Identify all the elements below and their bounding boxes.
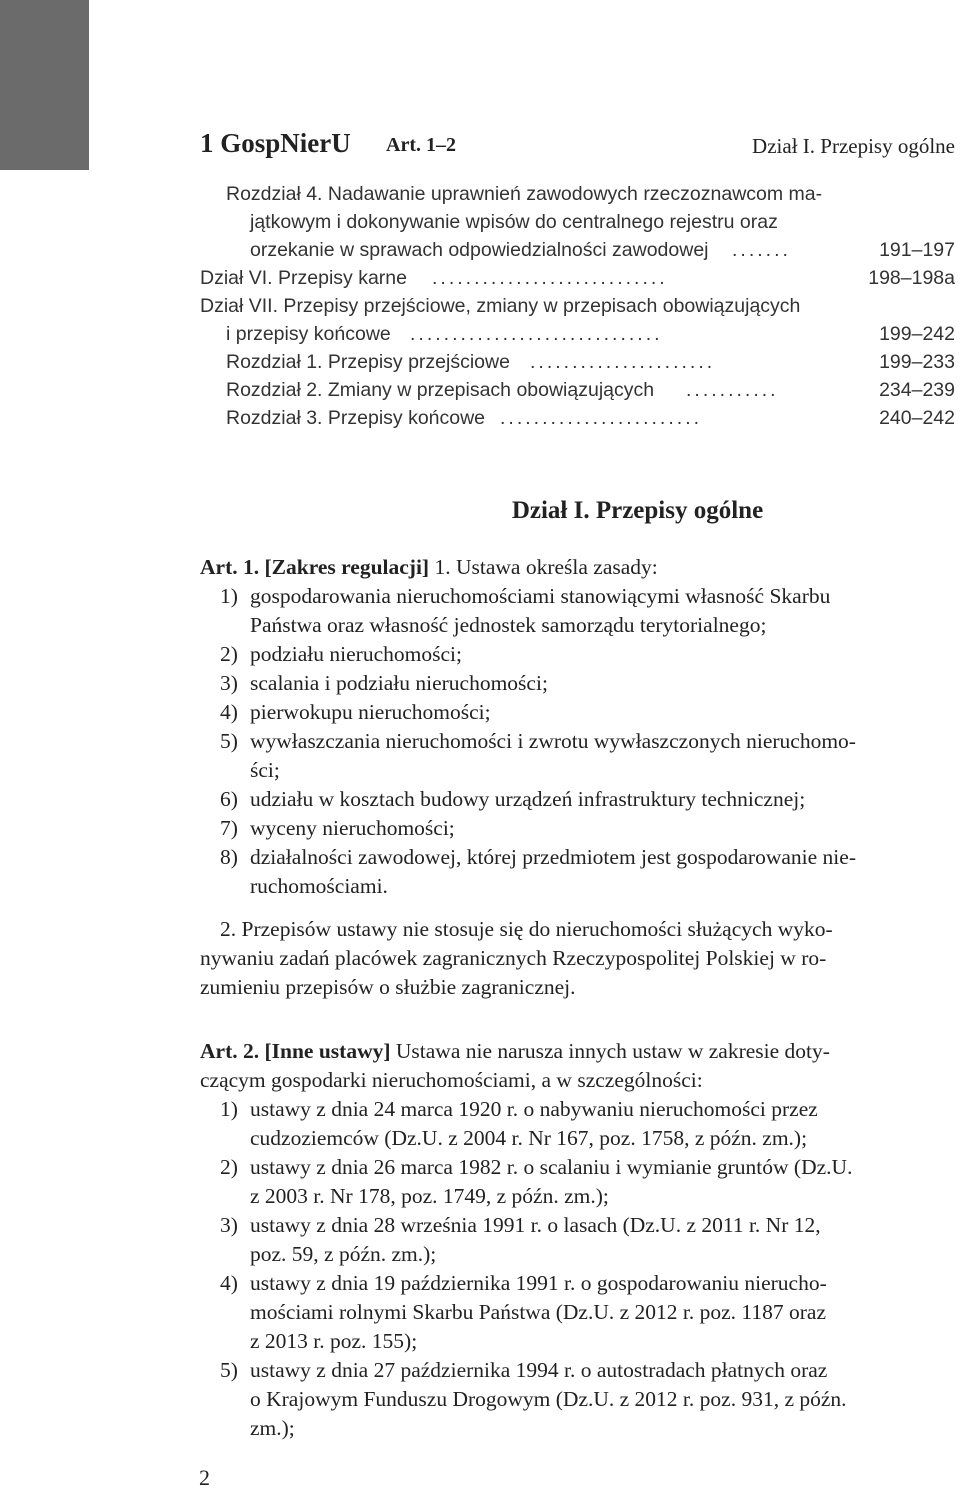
list-item: 5) ustawy z dnia 27 października 1994 r. o autostradach płatnych oraz: [220, 1358, 828, 1382]
list-item-cont: Państwa oraz własność jednostek samorządu terytorialnego;: [250, 613, 767, 637]
toc-pages: 234–239: [871, 376, 955, 404]
toc-pages: 199–242: [871, 320, 955, 348]
toc-entry: i przepisy końcowe .............................. 199–242: [200, 320, 955, 348]
list-item: 1) ustawy z dnia 24 marca 1920 r. o nabywaniu nieruchomości przez: [220, 1097, 818, 1121]
toc-leader: ...........: [686, 379, 779, 401]
toc-pages: 240–242: [871, 404, 955, 432]
list-item: 1) gospodarowania nieruchomościami stanowiącymi własność Skarbu: [220, 584, 831, 608]
list-item-cont: o Krajowym Funduszu Drogowym (Dz.U. z 2012 r. poz. 931, z późn.: [250, 1387, 847, 1411]
article-title: [Inne ustawy]: [264, 1039, 391, 1063]
toc-entry-text: Rozdział 4. Nadawanie uprawnień zawodowych rzeczoznawcom ma-: [226, 183, 823, 205]
list-item: 5) wywłaszczania nieruchomości i zwrotu wywłaszczonych nieruchomo-: [220, 729, 856, 753]
list-item-cont: cudzoziemców (Dz.U. z 2004 r. Nr 167, poz. 1758, z późn. zm.);: [250, 1126, 808, 1150]
toc-entry-text: jątkowym i dokonywanie wpisów do centralnego rejestru oraz: [250, 211, 778, 233]
section-heading: Dział I. Przepisy ogólne: [511, 497, 764, 524]
list-item-cont: z 2013 r. poz. 155);: [250, 1329, 418, 1353]
list-item: 3) ustawy z dnia 28 września 1991 r. o lasach (Dz.U. z 2011 r. Nr 12,: [220, 1213, 821, 1237]
toc-entry: Dział VI. Przepisy karne ............................ 198–198a: [200, 264, 955, 292]
toc-leader: .......: [732, 239, 791, 261]
toc-pages: 199–233: [871, 348, 955, 376]
list-item: 8) działalności zawodowej, której przedmiotem jest gospodarowanie nie-: [220, 845, 856, 869]
list-item: 3) scalania i podziału nieruchomości;: [220, 671, 548, 695]
paragraph-2-cont: nywaniu zadań placówek zagranicznych Rzeczypospolitej Polskiej w ro-: [200, 946, 827, 970]
article-2: [200, 1037, 955, 1443]
toc-entry: Rozdział 1. Przepisy przejściowe ...................... 199–233: [200, 348, 955, 376]
article-intro-cont: czącym gospodarki nieruchomościami, a w szczególności:: [200, 1068, 703, 1092]
toc-leader: ........................: [500, 407, 703, 429]
list-item-cont: mościami rolnymi Skarbu Państwa (Dz.U. z 2012 r. poz. 1187 oraz: [250, 1300, 827, 1324]
section-title: Dział I. Przepisy ogólne: [752, 134, 955, 158]
list-item: 7) wyceny nieruchomości;: [220, 816, 455, 840]
toc-entry-text: Dział VII. Przepisy przejściowe, zmiany w przepisach obowiązujących: [200, 295, 801, 317]
paragraph-2-cont: zumieniu przepisów o służbie zagranicznej.: [200, 975, 576, 999]
list-item-cont: poz. 59, z późn. zm.);: [250, 1242, 437, 1266]
article-heading: Art. 2. [Inne ustawy] Ustawa nie narusza innych ustaw w zakresie doty-: [200, 1039, 830, 1063]
list-item: 2) podziału nieruchomości;: [220, 642, 462, 666]
list-item-cont: zm.);: [250, 1416, 295, 1440]
article-heading: Art. 1. [Zakres regulacji] 1. Ustawa określa zasady:: [200, 555, 658, 579]
toc-entry: Rozdział 2. Zmiany w przepisach obowiązujących ........... 234–239: [200, 376, 955, 404]
toc-leader: ..............................: [410, 323, 663, 345]
list-item-cont: ści;: [250, 758, 280, 782]
article-number: 1.: [242, 555, 260, 579]
list-item: 6) udziału w kosztach budowy urządzeń infrastruktury technicznej;: [220, 787, 806, 811]
table-of-contents: [200, 180, 955, 432]
list-item: 2) ustawy z dnia 26 marca 1982 r. o scalaniu i wymianie gruntów (Dz.U.: [220, 1155, 853, 1179]
list-item-cont: z 2003 r. Nr 178, poz. 1749, z późn. zm.);: [250, 1184, 609, 1208]
page-edge-tab: [0, 0, 89, 170]
toc-pages: 191–197: [871, 236, 955, 264]
toc-entry: orzekanie w sprawach odpowiedzialności zawodowej ....... 191–197: [200, 236, 955, 264]
act-code: 1 GospNierU: [200, 128, 351, 158]
list-item-cont: ruchomościami.: [250, 874, 388, 898]
list-item: 4) pierwokupu nieruchomości;: [220, 700, 491, 724]
article-1: [200, 553, 955, 1002]
toc-leader: ......................: [530, 351, 716, 373]
running-header: [200, 128, 955, 168]
toc-leader: ............................: [432, 267, 668, 289]
paragraph-2: 2. Przepisów ustawy nie stosuje się do nieruchomości służących wyko-: [220, 917, 833, 941]
list-item: 4) ustawy z dnia 19 października 1991 r. o gospodarowaniu nierucho-: [220, 1271, 827, 1295]
article-title: [Zakres regulacji]: [264, 555, 430, 579]
toc-entry: Rozdział 3. Przepisy końcowe ........................ 240–242: [200, 404, 955, 432]
toc-pages: 198–198a: [860, 264, 955, 292]
article-number: 2.: [242, 1039, 260, 1063]
page-number: 2: [199, 1465, 210, 1490]
article-range: Art. 1–2: [386, 134, 456, 156]
